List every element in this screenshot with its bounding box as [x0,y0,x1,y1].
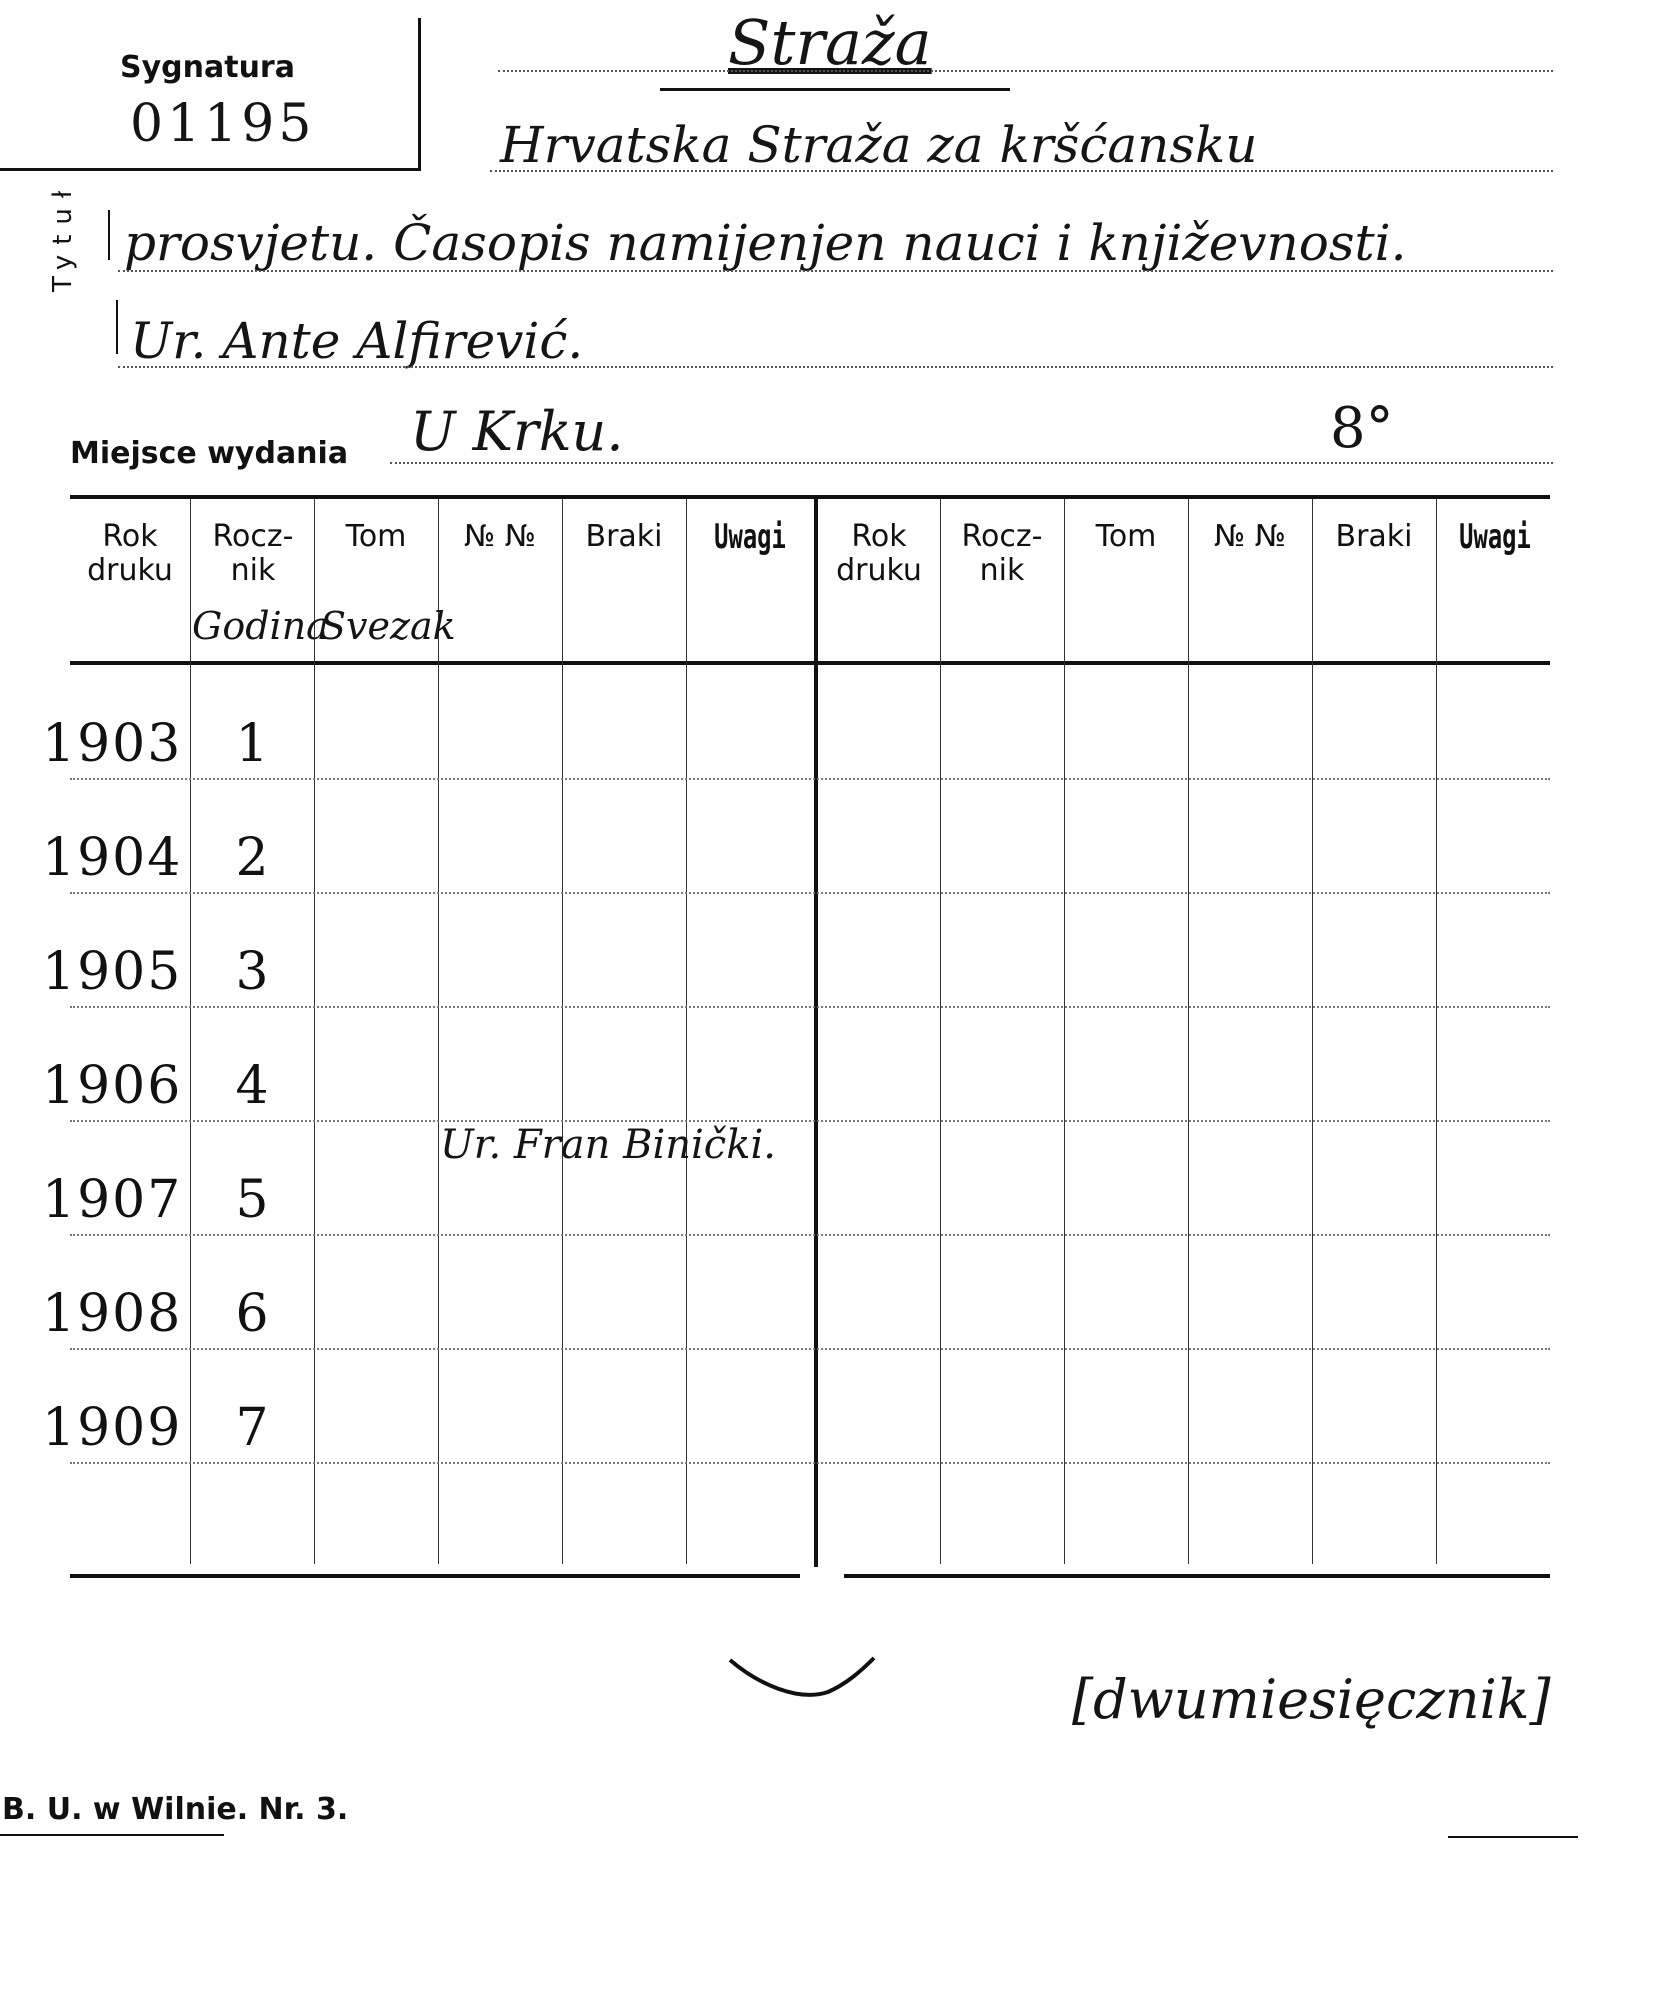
title-side-label: Tytuł [48,180,78,292]
table-center-divider [814,499,818,1567]
subheader-godina: Godina [192,604,329,648]
row-1906-vol: 4 [235,1056,269,1116]
row-1909-year: 1909 [42,1398,183,1458]
title-line-3: Ur. Ante Alfirević. [130,312,584,370]
table-bottom-rule-right [844,1574,1550,1578]
place-value: U Krku. [410,400,624,463]
signature-label: Sygnatura [120,50,295,85]
header-rocznik: Rocz- nik [212,519,294,588]
signature-value: 01195 [130,94,316,154]
title-main: Straža [728,6,932,79]
row-1905-year: 1905 [42,942,183,1002]
swoosh-mark [728,1654,878,1714]
footer-right-rule [1448,1836,1578,1838]
row-1903-year: 1903 [42,714,183,774]
row-1907-year: 1907 [42,1170,183,1230]
header-rok-druku: Rok druku [87,519,173,588]
header-braki-right: Braki [1335,519,1413,554]
header-uwagi: Uwagi [714,517,786,557]
place-label: Miejsce wydania [70,436,349,471]
table-top-rule [70,495,1550,499]
place-format: 8° [1330,396,1394,461]
footer-label: B. U. w Wilnie. Nr. 3. [2,1792,349,1827]
table-header-rule [70,661,1550,665]
header-numery: № № [464,519,536,554]
table-bottom-rule-left [70,1574,800,1578]
frequency-note: [dwumiesięcznik] [1072,1668,1551,1731]
footer-underline [0,1834,224,1836]
row-1909-vol: 7 [235,1398,269,1458]
row-1908-vol: 6 [235,1284,269,1344]
row-1904-year: 1904 [42,828,183,888]
header-numery-right: № № [1214,519,1286,554]
header-uwagi-right: Uwagi [1459,517,1531,557]
row-1906-year: 1906 [42,1056,183,1116]
editor-note: Ur. Fran Binički. [440,1122,776,1168]
row-1905-vol: 3 [235,942,269,1002]
subheader-svezak: Svezak [320,604,456,648]
header-braki: Braki [585,519,663,554]
row-1904-vol: 2 [235,828,269,888]
header-rocznik-right: Rocz- nik [961,519,1043,588]
row-1903-vol: 1 [235,714,269,774]
title-line-2: prosvjetu. Časopis namijenjen nauci i književnosti. [124,214,1407,272]
header-tom: Tom [345,519,407,554]
title-line-1: Hrvatska Straža za kršćansku [500,116,1258,174]
signature-box [0,0,420,172]
row-1908-year: 1908 [42,1284,183,1344]
row-1907-vol: 5 [235,1170,269,1230]
title-main-underline [660,88,1010,91]
header-rok-druku-right: Rok druku [836,519,922,588]
header-tom-right: Tom [1095,519,1157,554]
